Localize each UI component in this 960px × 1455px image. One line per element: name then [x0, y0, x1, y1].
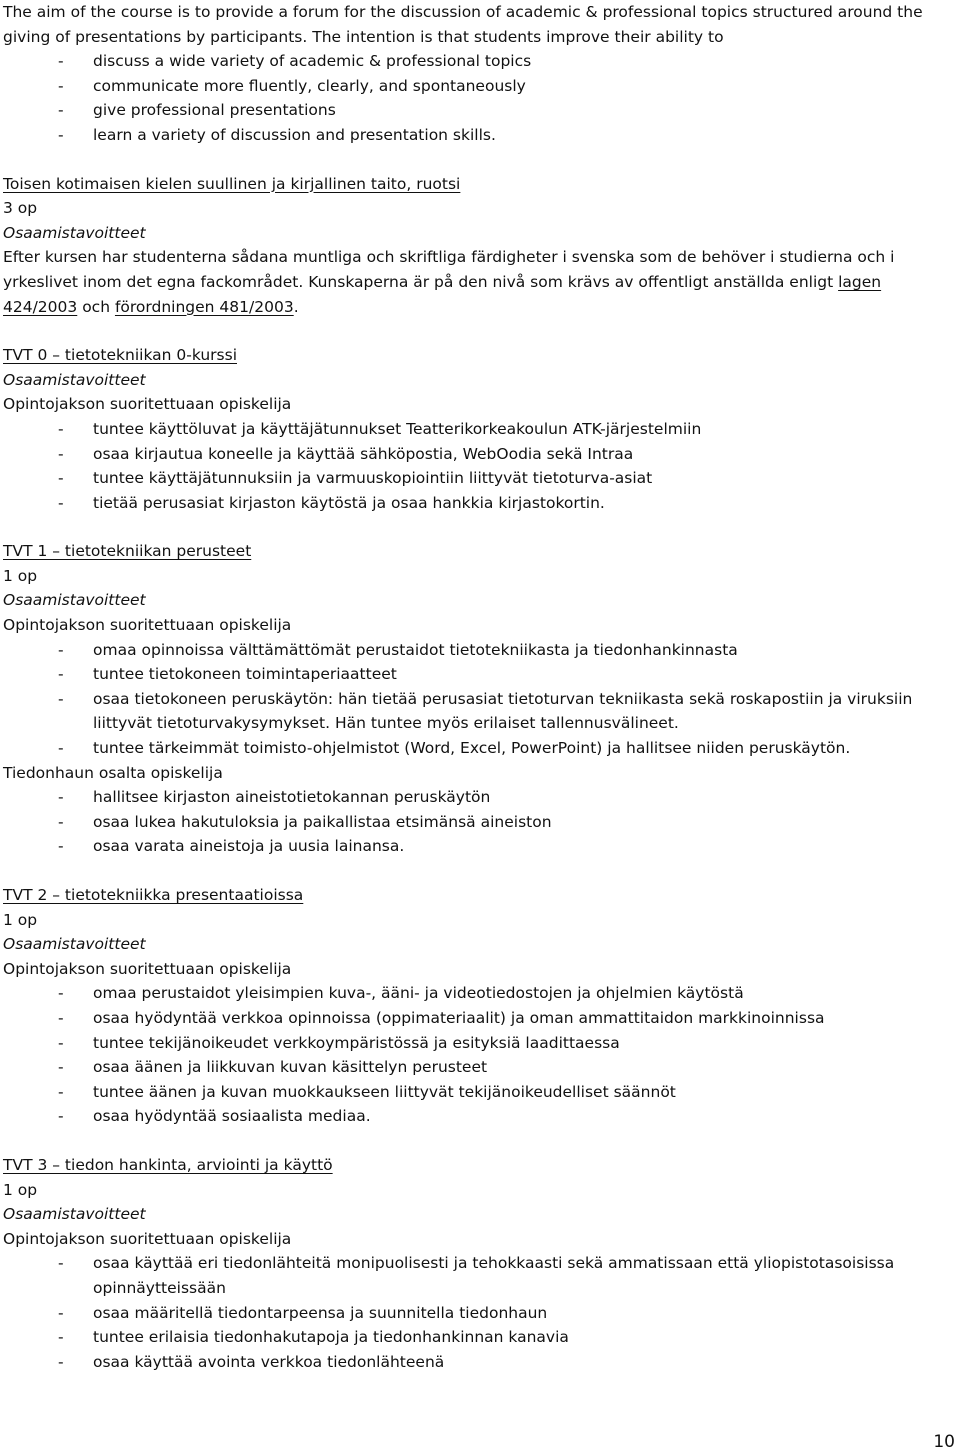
credits: 1 op [3, 566, 38, 585]
spacer [3, 1129, 955, 1153]
list-item-text: osaa kirjautua koneelle ja käyttää sähköpostia, WebOodia sekä Intraa [93, 444, 634, 463]
intro-section [3, 0, 955, 148]
list-item-text: tietää perusasiat kirjaston käytöstä ja osaa hankkia kirjastokortin. [93, 493, 605, 512]
list-item [3, 1301, 955, 1326]
list-item-text: learn a variety of discussion and presentation skills. [93, 125, 496, 144]
list-intro: Tiedonhaun osalta opiskelija [3, 763, 223, 782]
section-title: TVT 0 – tietotekniikan 0-kurssi [3, 346, 237, 365]
list-item [3, 123, 955, 148]
dash-bullet: - [58, 1254, 64, 1273]
tvt0-section [3, 343, 955, 515]
dash-bullet: - [58, 1082, 64, 1101]
list-item [3, 1031, 955, 1056]
ruotsi-text-end: . [293, 297, 299, 316]
dash-bullet: - [58, 1033, 64, 1052]
list-item-text: tuntee tärkeimmät toimisto-ohjelmistot (Word, Excel, PowerPoint) ja hallitsee niiden peruskäytön. [93, 739, 851, 758]
dash-bullet: - [58, 1303, 64, 1322]
dash-bullet: - [58, 52, 64, 71]
page-number: 10 [933, 1432, 955, 1452]
list-item-text: hallitsee kirjaston aineistotietokannan peruskäytön [93, 788, 491, 807]
dash-bullet: - [58, 76, 64, 95]
list-item-text: tuntee erilaisia tiedonhakutapoja ja tiedonhankinnan kanavia [93, 1328, 569, 1347]
dash-bullet: - [58, 125, 64, 144]
dash-bullet: - [58, 665, 64, 684]
section-title: TVT 2 – tietotekniikka presentaatioissa [3, 886, 304, 904]
ruotsi-paragraph [3, 245, 955, 319]
list-item [3, 98, 955, 123]
tvt1-section [3, 539, 955, 859]
dash-bullet: - [58, 689, 64, 708]
list-item [3, 810, 955, 835]
list-item [3, 49, 955, 74]
list-item [3, 687, 955, 736]
list-item [3, 491, 955, 516]
dash-bullet: - [58, 640, 64, 659]
credits: 1 op [3, 1180, 38, 1199]
list-item [3, 466, 955, 491]
intro-paragraph: The aim of the course is to provide a forum for the discussion of academic & professional topics structured around the giving of presentations by participants. The intention is that students improve their ability to [3, 3, 923, 46]
list-item-text: communicate more fluently, clearly, and spontaneously [93, 76, 526, 95]
spacer [3, 148, 955, 172]
ruotsi-text-and: och [77, 297, 115, 316]
dash-bullet: - [58, 1058, 64, 1077]
list-item-text: osaa hyödyntää verkkoa opinnoissa (oppimateriaalit) ja oman ammattitaidon markkinoinnissa [93, 1008, 825, 1027]
list-item-text: omaa perustaidot yleisimpien kuva-, ääni- ja videotiedostojen ja ohjelmien käytöstä [93, 984, 744, 1003]
list-item-text: discuss a wide variety of academic & professional topics [93, 52, 532, 71]
list-item-text: osaa lukea hakutuloksia ja paikallistaa etsimänsä aineiston [93, 812, 552, 831]
dash-bullet: - [58, 837, 64, 856]
document-page [3, 0, 955, 1374]
dash-bullet: - [58, 1107, 64, 1126]
list-item-text: osaa hyödyntää sosiaalista mediaa. [93, 1107, 371, 1126]
list-item [3, 1325, 955, 1350]
list-intro: Opintojakson suoritettuaan opiskelija [3, 959, 292, 978]
list-item-text: osaa käyttää avointa verkkoa tiedonlähteenä [93, 1352, 445, 1371]
list-item [3, 834, 955, 859]
list-item-text: osaa käyttää eri tiedonlähteitä monipuolisesti ja tehokkaasti sekä ammatissaan että yliopistotasoisissa opinnäytteissään [93, 1254, 895, 1297]
dash-bullet: - [58, 101, 64, 120]
section-title: TVT 1 – tietotekniikan perusteet [3, 542, 252, 561]
outcomes-label: Osaamistavoitteet [3, 223, 146, 242]
outcomes-label: Osaamistavoitteet [3, 591, 146, 610]
dash-bullet: - [58, 812, 64, 831]
dash-bullet: - [58, 1352, 64, 1371]
dash-bullet: - [58, 984, 64, 1003]
list-item-text: omaa opinnoissa välttämättömät perustaidot tietotekniikasta ja tiedonhankinnasta [93, 640, 738, 659]
tvt1-list [3, 638, 955, 761]
spacer [3, 319, 955, 343]
tvt3-list [3, 1251, 955, 1374]
list-item-text: osaa tietokoneen peruskäytön: hän tietää perusasiat tietoturvan tekniikasta sekä roskapostiin ja viruksiin liittyvät tietoturvakysymykset. Hän tuntee myös erilaiset tallennusvälineet. [93, 689, 913, 733]
list-item-text: tuntee käyttäjätunnuksiin ja varmuuskopiointiin liittyvät tietoturva-asiat [93, 469, 653, 488]
list-item [3, 1080, 955, 1105]
list-item-text: tuntee tietokoneen toimintaperiaatteet [93, 665, 397, 684]
list-item-text: give professional presentations [93, 101, 336, 120]
spacer [3, 859, 955, 883]
dash-bullet: - [58, 469, 64, 488]
outcomes-label: Osaamistavoitteet [3, 1205, 146, 1224]
list-item-text: tuntee käyttöluvat ja käyttäjätunnukset Teatterikorkeakoulun ATK-järjestelmiin [93, 419, 702, 438]
list-item [3, 74, 955, 99]
dash-bullet: - [58, 419, 64, 438]
list-item-text: osaa äänen ja liikkuvan kuvan käsittelyn perusteet [93, 1058, 488, 1077]
list-intro: Opintojakson suoritettuaan opiskelija [3, 395, 292, 414]
credits: 1 op [3, 910, 38, 929]
list-item [3, 1104, 955, 1129]
spacer [3, 515, 955, 539]
list-item-text: tuntee tekijänoikeudet verkkoympäristössä ja esityksiä laadittaessa [93, 1033, 620, 1052]
list-item-text: osaa määritellä tiedontarpeensa ja suunnitella tiedonhaun [93, 1303, 548, 1322]
list-item-text: osaa varata aineistoja ja uusia lainansa. [93, 837, 405, 856]
tvt1-info-list [3, 785, 955, 859]
list-item [3, 1350, 955, 1375]
list-item [3, 1251, 955, 1300]
decree-link[interactable]: förordningen 481/2003 [114, 297, 294, 316]
list-item-text: tuntee äänen ja kuvan muokkaukseen liittyvät tekijänoikeudelliset säännöt [93, 1082, 676, 1101]
law-link[interactable]: lagen 424/2003 [3, 272, 882, 316]
tvt0-list [3, 417, 955, 515]
outcomes-label: Osaamistavoitteet [3, 370, 146, 389]
list-item [3, 662, 955, 687]
list-item [3, 1006, 955, 1031]
dash-bullet: - [58, 788, 64, 807]
ruotsi-section [3, 172, 955, 320]
list-item [3, 736, 955, 761]
list-item [3, 1055, 955, 1080]
dash-bullet: - [58, 1328, 64, 1347]
dash-bullet: - [58, 493, 64, 512]
dash-bullet: - [58, 444, 64, 463]
tvt2-section [3, 883, 955, 1129]
tvt3-section [3, 1153, 955, 1374]
list-item [3, 442, 955, 467]
section-title: TVT 3 – tiedon hankinta, arviointi ja käyttö [3, 1155, 333, 1174]
dash-bullet: - [58, 739, 64, 758]
list-item [3, 417, 955, 442]
list-intro: Opintojakson suoritettuaan opiskelija [3, 616, 292, 635]
list-item [3, 785, 955, 810]
tvt2-list [3, 981, 955, 1129]
credits: 3 op [3, 199, 38, 218]
list-item [3, 638, 955, 663]
intro-list [3, 49, 955, 147]
outcomes-label: Osaamistavoitteet [3, 935, 146, 954]
ruotsi-text: Efter kursen har studenterna sådana muntliga och skriftliga färdigheter i svenska som de behöver i studierna och i yrkeslivet inom det egna fackområdet. Kunskaperna är på den nivå som krävs av offentligt anställda enligt [3, 248, 895, 291]
dash-bullet: - [58, 1008, 64, 1027]
list-item [3, 981, 955, 1006]
section-title: Toisen kotimaisen kielen suullinen ja kirjallinen taito, ruotsi [3, 174, 461, 193]
list-intro: Opintojakson suoritettuaan opiskelija [3, 1229, 292, 1248]
